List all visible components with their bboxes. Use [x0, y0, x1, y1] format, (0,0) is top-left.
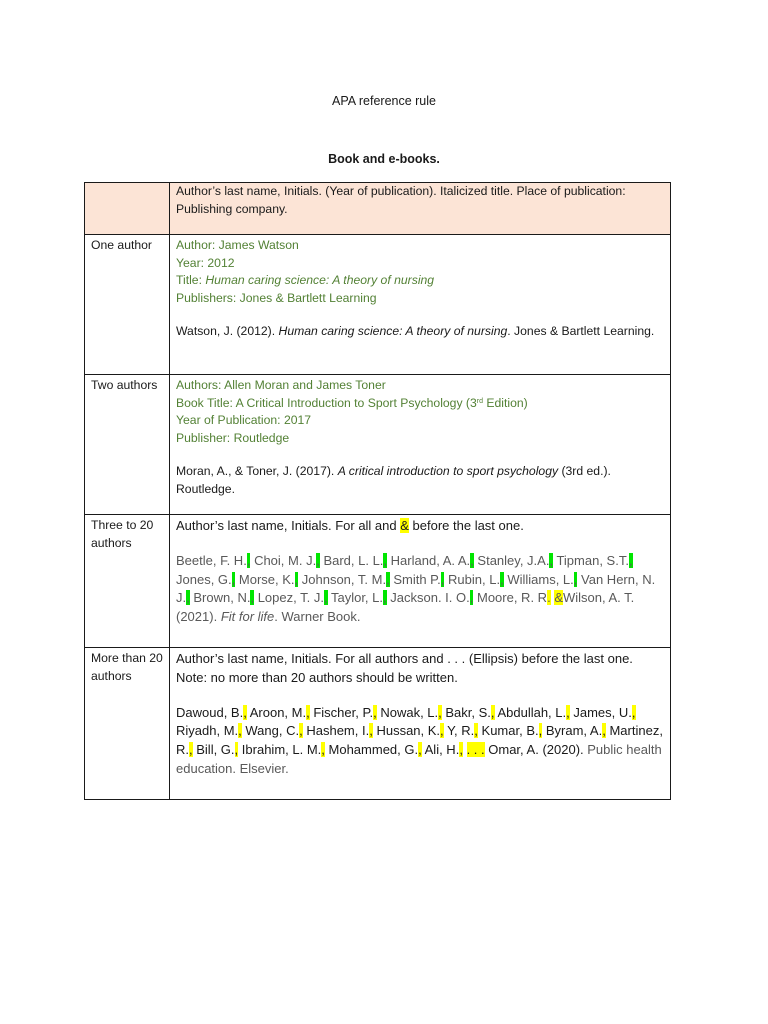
comma-highlight: , — [631, 704, 636, 720]
comma-highlight: , — [246, 552, 251, 568]
comma-highlight: , — [238, 723, 242, 739]
two-authors-year: Year of Publication: 2017 — [176, 413, 312, 428]
format-rule — [170, 183, 671, 235]
author-name: Fischer, P. — [313, 704, 374, 720]
work-title: Fit for life — [220, 609, 275, 625]
comma-highlight: , — [231, 571, 236, 587]
three-to-20-rule: Author’s last name, Initials. For all and & before the last one. — [176, 518, 524, 533]
period-highlight: . — [547, 590, 551, 606]
author-name: Rubin, L. — [448, 571, 501, 587]
comma-highlight: , — [470, 552, 474, 568]
author-name: Omar, A. — [488, 742, 539, 758]
author-name: Choi, M. J. — [254, 552, 317, 568]
comma-highlight: , — [321, 742, 325, 758]
comma-highlight: , — [628, 552, 633, 568]
author-name: Ibrahim, L. M. — [241, 742, 322, 758]
author-name: Beetle, F. H. — [176, 552, 247, 568]
three-to-20-row — [85, 515, 671, 648]
one-author-year: Year: 2012 — [176, 255, 235, 270]
one-author-author: Author: James Watson — [176, 238, 299, 252]
one-author-content — [170, 235, 671, 375]
one-author-row — [85, 235, 671, 375]
comma-highlight: , — [386, 571, 390, 587]
comma-highlight: , — [566, 704, 570, 720]
comma-highlight: , — [440, 723, 444, 739]
comma-highlight: , — [316, 552, 320, 568]
author-name: Abdullah, L. — [497, 704, 567, 720]
author-name: Williams, L. — [507, 571, 574, 587]
document-title: APA reference rule — [332, 94, 436, 108]
author-name: Dawoud, B. — [176, 704, 244, 720]
author-name: Jackson. I. O. — [390, 590, 470, 606]
ampersand-highlight: & — [554, 590, 563, 606]
two-authors-content — [170, 375, 671, 515]
author-name: Brown, N. — [193, 590, 251, 606]
author-name: Martinez, R. — [176, 723, 663, 758]
author-name: Ali, H. — [424, 742, 460, 758]
author-name: Harland, A. A. — [390, 552, 471, 568]
reference-table — [84, 182, 671, 800]
author-name: Bill, G. — [196, 742, 235, 758]
comma-highlight: , — [369, 723, 373, 739]
author-name: Bard, L. L. — [323, 552, 384, 568]
author-name: Tipman, S.T. — [556, 552, 629, 568]
author-name: Lopez, T. J. — [257, 590, 324, 606]
header-label-cell — [85, 183, 170, 235]
year: (2021). — [176, 609, 221, 625]
comma-highlight: , — [299, 723, 303, 739]
author-name: Wilson, A. T. — [562, 590, 635, 606]
three-to-20-example — [176, 552, 664, 627]
publisher: . Warner Book. — [274, 609, 361, 625]
more-than-20-content — [170, 648, 671, 800]
comma-highlight: , — [438, 704, 442, 720]
one-author-reference: Watson, J. (2012). Human caring science: A theory of nursing. Jones & Bartlett Learning. — [176, 324, 655, 339]
author-name: Nowak, L. — [380, 704, 439, 720]
author-name: Mohammed, G. — [328, 742, 419, 758]
author-name: Bakr, S. — [445, 704, 491, 720]
comma-highlight: , — [602, 723, 606, 739]
author-name: Smith P. — [393, 571, 441, 587]
format-rule-text: Author’s last name, Initials. (Year of publication). Italicized title. Place of publication: Publishing company. — [176, 184, 626, 216]
one-author-title: Title: Human caring science: A theory of nursing — [176, 273, 435, 288]
comma-highlight: , — [573, 571, 578, 587]
comma-highlight: , — [549, 552, 554, 568]
author-name: Stanley, J.A. — [477, 552, 550, 568]
two-authors-authors: Authors: Allen Moran and James Toner — [176, 378, 386, 392]
comma-highlight: , — [323, 590, 328, 606]
author-name: Hussan, K. — [376, 723, 441, 739]
author-name: Riyadh, M. — [176, 723, 239, 739]
two-authors-reference: Moran, A., & Toner, J. (2017). A critical introduction to sport psychology (3rd ed.). Routledge. — [176, 464, 611, 496]
comma-highlight: , — [383, 552, 388, 568]
comma-highlight: , — [500, 571, 504, 587]
author-name: Byram, A. — [545, 723, 603, 739]
comma-highlight: , — [440, 571, 445, 587]
comma-highlight: , — [490, 704, 495, 720]
two-authors-row — [85, 375, 671, 515]
one-author-label: One author — [85, 235, 170, 375]
comma-highlight: , — [306, 704, 310, 720]
author-name: Jones, G. — [176, 571, 232, 587]
more-than-20-note: Note: no more than 20 authors should be written. — [176, 669, 458, 685]
ellipsis-highlight: . . . — [466, 742, 485, 758]
author-name: Aroon, M. — [249, 704, 307, 720]
author-name: James, U. — [573, 704, 632, 720]
author-name: Taylor, L. — [330, 590, 383, 606]
three-to-20-content — [170, 515, 671, 648]
author-name: Wang, C. — [245, 723, 300, 739]
comma-highlight: , — [189, 742, 193, 758]
author-name: Moore, R. R — [476, 590, 548, 606]
author-name: Morse, K. — [238, 571, 295, 587]
one-author-publisher: Publishers: Jones & Bartlett Learning — [176, 290, 377, 305]
more-than-20-row — [85, 648, 671, 800]
comma-highlight: , — [538, 723, 543, 739]
comma-highlight: , — [459, 742, 463, 758]
author-name: Johnson, T. M. — [301, 571, 387, 587]
more-than-20-example — [176, 704, 664, 779]
two-authors-label: Two authors — [85, 375, 170, 515]
year: (2020). — [542, 742, 588, 758]
two-authors-publisher: Publisher: Routledge — [176, 430, 290, 445]
comma-highlight: , — [250, 590, 255, 606]
author-name: Kumar, B. — [481, 723, 539, 739]
comma-highlight: , — [243, 704, 247, 720]
comma-highlight: , — [418, 742, 422, 758]
comma-highlight: , — [234, 742, 239, 758]
comma-highlight: , — [383, 590, 387, 606]
comma-highlight: , — [373, 704, 377, 720]
section-title: Book and e-books. — [328, 152, 440, 166]
three-to-20-label: Three to 20 authors — [85, 515, 170, 648]
author-name: Van Hern, N. J. — [176, 571, 656, 606]
author-name: Hashem, I. — [306, 723, 370, 739]
header-row — [85, 183, 671, 235]
author-name: Y, R. — [447, 723, 475, 739]
work: Public health education. Elsevier. — [176, 742, 662, 776]
two-authors-book-title: Book Title: A Critical Introduction to Sport Psychology (3rd Edition) — [176, 395, 528, 410]
comma-highlight: , — [186, 590, 190, 606]
comma-highlight: , — [474, 723, 478, 739]
more-than-20-rule: Author’s last name, Initials. For all authors and . . . (Ellipsis) before the last one. — [176, 651, 633, 666]
comma-highlight: , — [294, 571, 299, 587]
comma-highlight: , — [469, 590, 474, 606]
more-than-20-label: More than 20 authors — [85, 648, 170, 800]
